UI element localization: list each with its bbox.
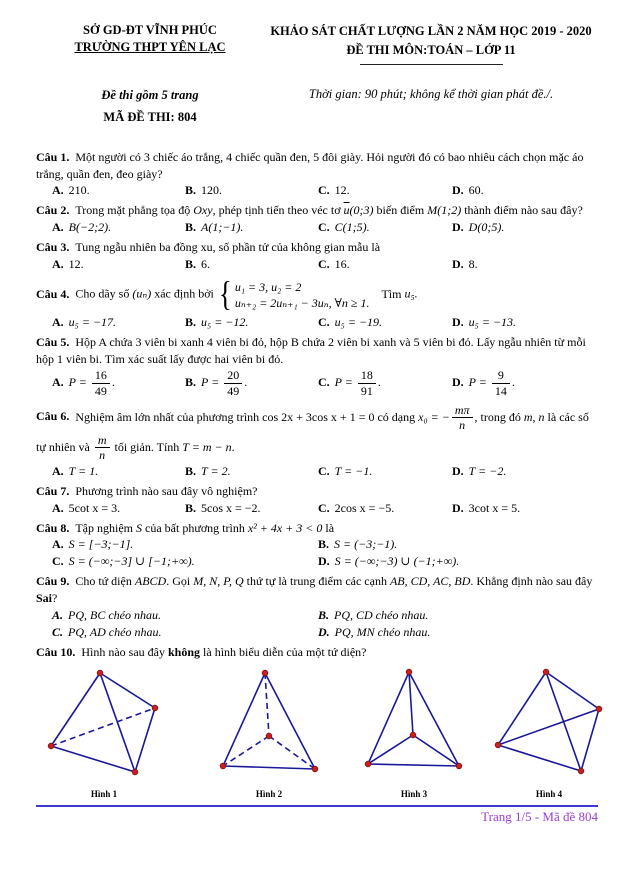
figure-label: Hình 3 [400,788,428,799]
option-b[interactable]: B. A(1;−1). [185,220,244,235]
pages-note: Đề thi gồm 5 trang [101,87,199,102]
question-label: Câu 2. [36,203,70,218]
question-label: Câu 9. [36,574,70,589]
options-row [36,537,598,552]
figure-label: Hình 1 [90,788,118,799]
fraction: $\frac{18}{91}$ [358,369,376,397]
tetrahedron-drawing-1 [43,665,165,781]
option-a[interactable]: A. 5cot x = 3. [52,500,121,515]
exam-code: MÃ ĐỀ THI: 804 [103,109,197,124]
question-text: Câu 10. Hình nào sau đây không là hình biểu diễn của một tứ diện? [36,645,367,660]
option-c[interactable]: C. 2cos x = −5. [318,500,395,515]
footer-divider [36,805,598,807]
option-a[interactable]: A. 12. [52,256,84,271]
option-d[interactable]: D. S = (−∞;−3) ∪ (−1;+∞). [318,554,460,569]
option-a[interactable]: A. S = [−3;−1]. [52,537,134,552]
options-row [36,368,598,398]
fraction: $\frac{16}{49}$ [92,369,110,397]
option-a[interactable]: A. B(−2;2). [52,220,112,235]
option-d[interactable]: D. PQ, MN chéo nhau. [318,625,431,640]
option-c[interactable]: C. T = −1. [318,463,373,478]
figure-2 [218,665,320,799]
figure-label: Hình 4 [535,788,563,799]
option-a[interactable]: A. PQ, BC chéo nhau. [52,608,161,623]
question-7 [36,483,598,516]
option-d[interactable]: D. D(0;5). [452,220,505,235]
option-c[interactable]: C. u₅ = −19. [318,314,383,329]
question-label: Câu 7. [36,483,70,498]
question-1 [36,149,598,199]
option-b[interactable]: B. T = 2. [185,463,231,478]
question-6 [36,403,598,479]
question-3 [36,239,598,272]
options-row [36,315,598,330]
question-label: Câu 6. [36,409,70,424]
question-5 [36,334,598,399]
option-d[interactable]: D. 8. [452,256,478,271]
question-label: Câu 4. [36,286,70,301]
question-text: Câu 8. Tập nghiệm S của bất phương trình x² + 4x + 3 < 0 là [36,520,335,535]
question-9 [36,573,598,640]
option-b[interactable]: B. P = $\frac{20}{49}$ . [185,368,248,398]
figure-1 [43,665,165,799]
question-text: Câu 6. Nghiệm âm lớn nhất của phương trình cos 2x + 3cos x + 1 = 0 có dạng x₀ = − $\frac{m\pi}{n}$ , trong đó m, n là các số tự nhiên và $\frac{m}{n}$ tối giản. Tính T = m − n. [36,402,589,463]
question-text: Câu 7. Phương trình nào sau đây vô nghiệm? [36,483,258,498]
option-c[interactable]: C. 12. [318,183,350,198]
options-row [36,501,598,516]
tetrahedron-drawing-4 [492,665,606,781]
option-a[interactable]: A. u₅ = −17. [52,314,117,329]
exam-header [36,22,598,125]
options-row [36,257,598,272]
figure-3 [364,665,464,799]
fraction: $\frac{m}{n}$ [95,434,110,462]
figure-4 [492,665,606,799]
question-text: Câu 4. Cho dãy số (uₙ) xác định bởi { u₁ = 3, u₂ = 2 uₙ₊₂ = 2uₙ₊₁ − 3uₙ, ∀n ≥ 1. Tìm u₅. [36,276,598,314]
option-b[interactable]: B. PQ, CD chéo nhau. [318,608,429,623]
option-a[interactable]: A. P = $\frac{16}{49}$ . [52,368,115,398]
question-text: Câu 1. Một người có 3 chiếc áo trắng, 4 chiếc quần đen, 5 đôi giày. Hỏi người đó có bao nhiêu cách chọn mặc áo trắng, quần đen, đeo giày? [36,149,584,181]
fraction: $\frac{20}{49}$ [224,369,242,397]
question-text: Câu 5. Hộp A chứa 3 viên bi xanh 4 viên bi đỏ, hộp B chứa 2 viên bi xanh và 5 viên bi đỏ. Lấy ngẫu nhiên từ mỗi hộp 1 viên bi. Tìm xác suất lấy được hai viên bi đỏ. [36,334,586,366]
equation-system: { u₁ = 3, u₂ = 2 uₙ₊₂ = 2uₙ₊₁ − 3uₙ, ∀n ≥ 1. [219,276,370,314]
options-row [36,625,598,640]
exam-subtitle: ĐỀ THI MÔN:TOÁN – LỚP 11 [346,42,516,57]
option-b[interactable]: B. u₅ = −12. [185,314,249,329]
question-text: Câu 2. Trong mặt phẳng tọa độ Oxy, phép tịnh tiến theo véc tơ $\overline{u}(0;3)$ biến điểm M(1;2) thành điểm nào sau đây? [36,203,583,218]
options-row [36,220,598,235]
option-a[interactable]: A. T = 1. [52,463,99,478]
option-d[interactable]: D. 3cot x = 5. [452,500,521,515]
option-c[interactable]: C. 16. [318,256,350,271]
school-name: TRƯỜNG THPT YÊN LẠC [74,39,226,54]
figure-label: Hình 2 [255,788,283,799]
option-b[interactable]: B. S = (−3;−1). [318,537,398,552]
question-label: Câu 3. [36,240,70,255]
option-c[interactable]: C. S = (−∞;−3] ∪ [−1;+∞). [52,554,195,569]
figures-row [36,665,598,801]
question-8 [36,520,598,570]
title-underline [360,64,503,65]
fraction: $\frac{9}{14}$ [492,369,510,397]
option-d[interactable]: D. T = −2. [452,463,507,478]
option-c[interactable]: C. C(1;5). [318,220,370,235]
department-name: SỞ GD-ĐT VĨNH PHÚC [83,23,217,37]
question-label: Câu 8. [36,520,70,535]
option-b[interactable]: B. 6. [185,256,211,271]
option-c[interactable]: C. P = $\frac{18}{91}$ . [318,368,381,398]
options-row [36,608,598,623]
exam-title-block [264,22,598,125]
question-10 [36,644,598,801]
vector-u: $\overline{u}$ [343,203,350,218]
time-note: Thời gian: 90 phút; không kể thời gian phát đề./. [308,86,554,101]
page-footer: Trang 1/5 - Mã đề 804 [481,808,598,824]
question-2 [36,202,598,235]
tetrahedron-drawing-3 [364,665,464,777]
question-label: Câu 5. [36,334,70,349]
option-a[interactable]: A. 210. [52,183,90,198]
school-block [36,22,264,125]
option-d[interactable]: D. 60. [452,183,484,198]
brace-glyph: { [218,274,232,314]
question-label: Câu 1. [36,149,70,164]
question-text: Câu 3. Tung ngẫu nhiên ba đồng xu, số phần tử của không gian mẫu là [36,240,381,255]
options-row [36,183,598,198]
option-d[interactable]: D. u₅ = −13. [452,314,517,329]
question-text: Câu 9. Cho tứ diện ABCD. Gọi M, N, P, Q thứ tự là trung điểm các cạnh AB, CD, AC, BD. Khẳng định nào sau đây Sai? [36,574,593,606]
exam-title: KHẢO SÁT CHẤT LƯỢNG LẦN 2 NĂM HỌC 2019 - 2020 [270,24,592,38]
option-b[interactable]: B. 5cos x = −2. [185,500,261,515]
question-4 [36,276,598,330]
tetrahedron-drawing-2 [218,665,320,779]
question-label: Câu 10. [36,645,76,660]
option-d[interactable]: D. P = $\frac{9}{14}$ . [452,368,515,398]
option-b[interactable]: B. 120. [185,183,223,198]
options-row [36,554,598,569]
fraction: $\frac{m\pi}{n}$ [452,404,473,432]
option-c[interactable]: C. PQ, AD chéo nhau. [52,625,162,640]
options-row [36,464,598,479]
